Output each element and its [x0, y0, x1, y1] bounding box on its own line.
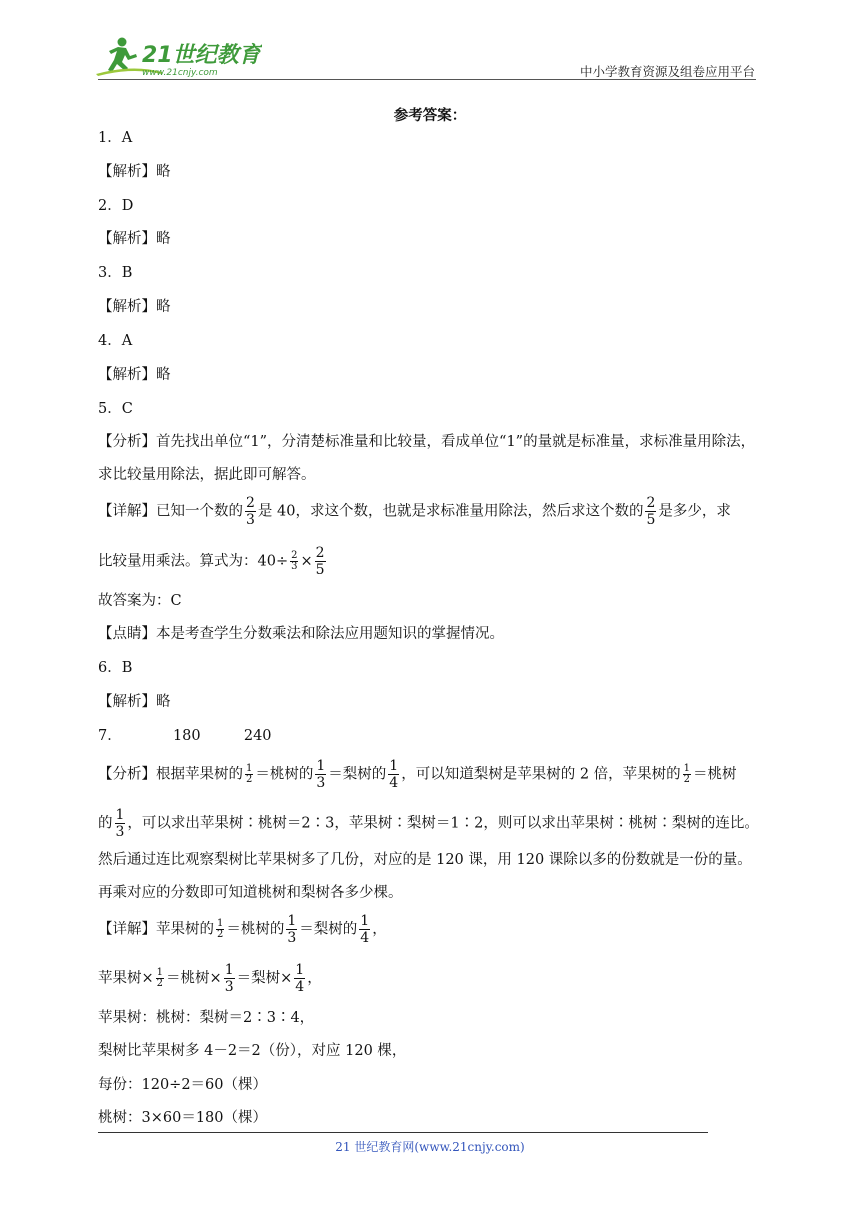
answer-7-detail-line1	[98, 914, 387, 945]
numerator: 1	[115, 807, 125, 823]
fraction-one-fourth	[388, 759, 399, 790]
fraction-one-third	[115, 808, 126, 839]
answer-6-note: 【解析】略	[98, 694, 171, 710]
detail-text: ＝桃树×	[166, 970, 222, 987]
answer-7-analysis-line2	[98, 808, 759, 839]
fraction-one-fourth	[294, 963, 305, 994]
denominator: 3	[224, 979, 234, 995]
denominator: 4	[360, 930, 370, 946]
fraction-one-half	[683, 764, 691, 785]
answer-7-detail-line4: 梨树比苹果树多 4－2＝2（份），对应 120 棵，	[98, 1043, 407, 1059]
numerator: 1	[217, 918, 224, 929]
logo-url: www.21cnjy.com	[142, 68, 218, 78]
analysis-text: ＝桃树的	[255, 766, 314, 783]
fraction-two-thirds-small	[290, 551, 298, 572]
answer-7-analysis-line3: 然后通过连比观察梨树比苹果树多了几份，对应的是 120 课，用 120 课除以多的份数就是一份的量。	[98, 852, 752, 868]
detail-text: ＝梨树×	[236, 970, 293, 987]
detail-text: ，	[307, 970, 322, 987]
numerator: 2	[315, 545, 325, 561]
times-sign: ×	[300, 553, 313, 570]
fraction-one-fourth	[359, 914, 370, 945]
answer-4-note: 【解析】略	[98, 367, 171, 383]
numerator: 1	[316, 758, 326, 774]
answer-7-analysis-line4: 再乘对应的分数即可知道桃树和梨树各多少棵。	[98, 885, 403, 901]
footer-divider	[98, 1132, 708, 1133]
detail-text: ＝梨树的	[299, 921, 358, 938]
answer-5-detail-line1	[98, 496, 731, 527]
detail-text: 【详解】苹果树的	[98, 921, 214, 938]
denominator: 5	[646, 512, 656, 528]
answer-2: 2．D	[98, 198, 134, 214]
page-title: 参考答案：	[393, 107, 467, 124]
denominator: 3	[115, 824, 125, 840]
answer-6: 6．B	[98, 660, 133, 676]
answer-7	[98, 726, 272, 746]
numerator: 1	[295, 962, 305, 978]
answer-7-value-2: 240	[243, 728, 272, 744]
site-logo	[92, 34, 262, 80]
numerator: 1	[683, 763, 691, 774]
detail-text: 是 40，求这个数，也就是求标准量用除法，然后求这个数的	[257, 503, 644, 520]
fraction-one-third	[315, 759, 326, 790]
denominator: 3	[291, 561, 298, 572]
denominator: 2	[246, 774, 253, 785]
detail-text: ，	[372, 921, 387, 938]
detail-text: 【详解】已知一个数的	[98, 503, 243, 520]
answer-2-note: 【解析】略	[98, 231, 171, 247]
fraction-two-thirds	[245, 496, 256, 527]
fraction-one-half	[156, 968, 164, 989]
detail-text: ＝桃树的	[226, 921, 285, 938]
analysis-text: 的	[98, 815, 113, 832]
denominator: 2	[683, 774, 691, 785]
denominator: 3	[246, 512, 255, 528]
answer-5: 5．C	[98, 401, 133, 417]
fraction-one-half	[245, 764, 253, 785]
denominator: 5	[315, 562, 325, 578]
analysis-text: ，可以求出苹果树∶桃树＝2∶3，苹果树∶梨树＝1∶2，则可以求出苹果树∶桃树∶梨树的连比。	[127, 815, 759, 832]
numerator: 1	[360, 913, 370, 929]
numerator: 1	[389, 758, 399, 774]
answer-5-analysis-line2: 求比较量用除法，据此即可解答。	[98, 467, 316, 483]
answer-7-value-1: 180	[172, 728, 201, 744]
answer-7-detail-line5: 每份：120÷2＝60（棵）	[98, 1077, 268, 1093]
analysis-text: ＝梨树的	[328, 766, 387, 783]
analysis-text: ，可以知道梨树是苹果树的 2 倍，苹果树的	[401, 766, 681, 783]
numerator: 1	[246, 763, 253, 774]
answer-7-number: 7．	[98, 728, 122, 744]
fraction-one-third	[286, 914, 297, 945]
numerator: 1	[156, 967, 164, 978]
denominator: 2	[217, 929, 224, 940]
answer-7-detail-line3: 苹果树：桃树：梨树＝2∶3∶4，	[98, 1010, 315, 1026]
denominator: 4	[295, 979, 305, 995]
fraction-two-fifths	[645, 496, 656, 527]
numerator: 1	[287, 913, 297, 929]
header-divider	[98, 79, 756, 80]
numerator: 2	[246, 495, 255, 511]
footer-link[interactable]: 21 世纪教育网(www.21cnjy.com)	[335, 1140, 525, 1154]
fraction-one-half	[216, 919, 224, 940]
detail-text: 苹果树×	[98, 970, 154, 987]
header-platform-text: 中小学教育资源及组卷应用平台	[579, 64, 755, 79]
answer-5-final: 故答案为：C	[98, 593, 182, 609]
answer-5-detail-line2	[98, 546, 328, 577]
denominator: 3	[316, 775, 326, 791]
analysis-text: 【分析】根据苹果树的	[98, 766, 243, 783]
answer-5-comment: 【点睛】本是考查学生分数乘法和除法应用题知识的掌握情况。	[98, 626, 504, 642]
answer-7-detail-line6: 桃树：3×60＝180（棵）	[98, 1110, 268, 1126]
answer-7-detail-line2	[98, 963, 322, 994]
numerator: 2	[291, 550, 298, 561]
answer-7-analysis-line1	[98, 759, 737, 790]
answer-3: 3．B	[98, 265, 133, 281]
denominator: 3	[287, 930, 297, 946]
fraction-two-fifths	[315, 546, 326, 577]
answer-1: 1．A	[98, 130, 133, 146]
answer-4: 4．A	[98, 333, 133, 349]
detail-text: 比较量用乘法。算式为：40÷	[98, 553, 289, 570]
fraction-one-third	[224, 963, 235, 994]
analysis-text: ＝桃树	[693, 766, 737, 783]
denominator: 4	[389, 775, 399, 791]
answer-3-note: 【解析】略	[98, 299, 171, 315]
numerator: 1	[224, 962, 234, 978]
answer-1-note: 【解析】略	[98, 164, 171, 180]
answer-5-analysis-line1: 【分析】首先找出单位“1”，分清楚标准量和比较量，看成单位“1”的量就是标准量，求标准量用除法，	[98, 434, 756, 450]
logo-title: 21世纪教育	[142, 43, 261, 68]
numerator: 2	[646, 495, 656, 511]
detail-text: 是多少，求	[658, 503, 731, 520]
denominator: 2	[156, 978, 164, 989]
